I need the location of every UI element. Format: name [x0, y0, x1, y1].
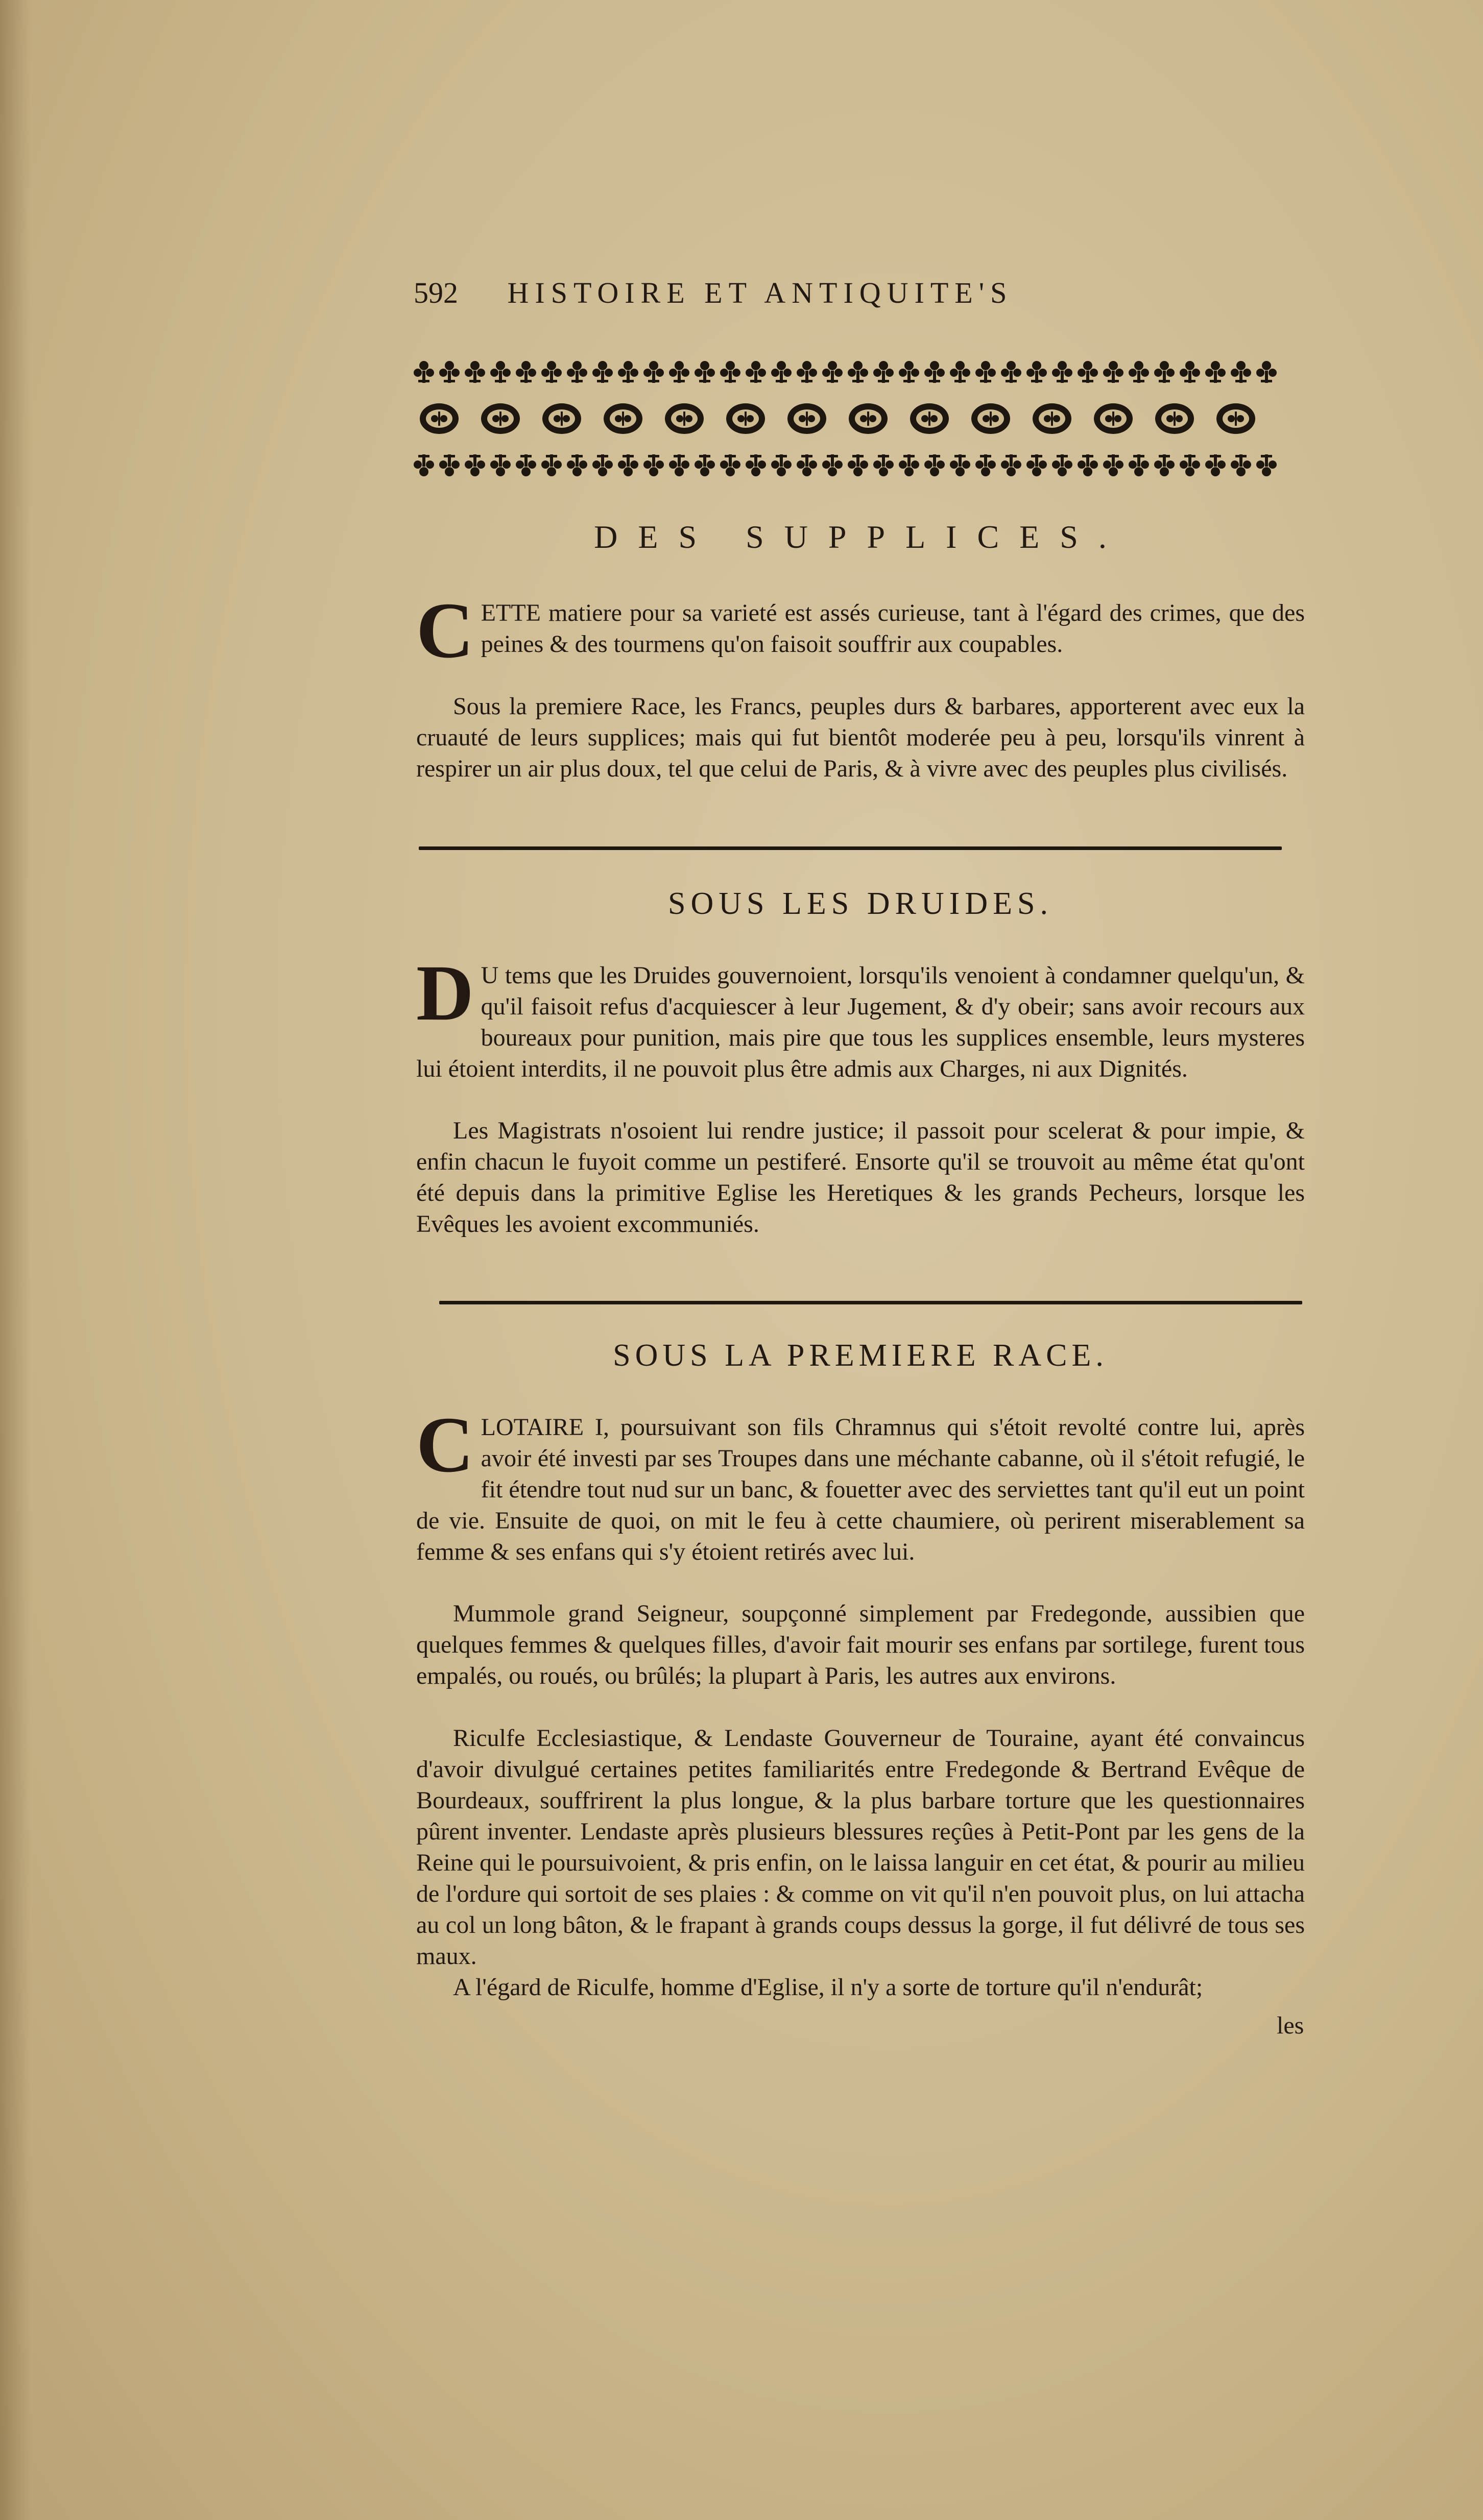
section-rule — [439, 1301, 1302, 1304]
paragraph — [416, 1598, 1305, 1691]
paragraph-text: A l'égard de Riculfe, homme d'Eglise, il n'y a sorte de torture qu'il n'endurât; — [453, 1974, 1203, 2001]
paragraph — [416, 586, 1305, 674]
paragraph — [416, 1972, 1305, 2003]
paragraph-text: LOTAIRE I, poursuivant son fils Chramnus qui s'étoit revolté contre lui, après avoir été investi par ses Troupes dans une méchante cabanne, où il s'étoit refugié, le fit étendre tout nud sur un banc, & fouetter avec des serviettes tant qu'il eut un point de vie. Ensuite de quoi, on mit le feu à cette chaumiere, où perirent miserablement sa femme & ses enfans qui s'y étoient retirés avec lui. — [416, 1414, 1305, 1565]
page-number: 592 — [414, 276, 458, 309]
paragraph — [416, 1723, 1305, 1972]
section-title-supplices: DES SUPPLICES. — [594, 519, 1127, 555]
section-rule — [419, 846, 1282, 850]
paragraph-text: Riculfe Ecclesiastique, & Lendaste Gouverneur de Touraine, ayant été convaincus d'avoir divulgué certaines petites familiarités entre Fredegonde & Bertrand Evêque de Bourdeaux, souffrirent la plus longue, & la plus barbare torture que les questionnaires pûrent inventer. Lendaste après plusieurs blessures reçûes à Petit-Pont par les gens de la Reine qui le poursuivoient, & pris enfin, on le laissa languir en cet état, & pourir au milieu de l'ordure qui sortoit de ses plaies : & comme on vit qu'il n'en pouvoit plus, on lui attacha au col un long bâton, & le frapant à grands coups dessus la gorge, il fut délivré de tous ses maux. — [416, 1725, 1305, 1970]
ornamental-headpiece — [409, 352, 1297, 485]
drop-cap: D — [416, 949, 474, 1037]
section-title-premiere-race: SOUS LA PREMIERE RACE. — [613, 1338, 1108, 1373]
section-title-druides: SOUS LES DRUIDES. — [668, 886, 1053, 921]
paragraph-text: Les Magistrats n'osoient lui rendre justice; il passoit pour scelerat & pour impie, & enfin chacun le fuyoit comme un pestiferé. Ensorte qu'il se trouvoit au même état qu'ont été depuis dans la primitive Eglise les Heretiques & les grands Pecheurs, lorsque les Evêques les avoient excommuniés. — [416, 1117, 1305, 1238]
catchword: les — [1277, 2012, 1304, 2039]
running-head — [414, 276, 1307, 310]
paragraph-text: Sous la premiere Race, les Francs, peuples durs & barbares, apporterent avec eux la cruauté de leurs supplices; mais qui fut bientôt moderée peu à peu, lorsqu'ils vinrent à respirer un air plus doux, tel que celui de Paris, & à vivre avec des peuples plus civilisés. — [416, 693, 1305, 782]
paragraph — [416, 1115, 1305, 1240]
paragraph-text: Mummole grand Seigneur, soupçonné simplement par Fredegonde, aussibien que quelques femmes & quelques filles, d'avoir fait mourir ses enfans par sortilege, furent tous empalés, ou roués, ou brûlés; la plupart à Paris, les autres aux environs. — [416, 1600, 1305, 1689]
running-title: HISTOIRE ET ANTIQUITE'S — [507, 276, 1013, 309]
page-edge-shadow — [0, 0, 31, 2520]
paragraph-text: ETTE matiere pour sa varieté est assés curieuse, tant à l'égard des crimes, que des peines & des tourmens qu'on faisoit souffrir aux coupables. — [481, 599, 1305, 658]
paragraph — [416, 691, 1305, 784]
paragraph — [416, 1400, 1305, 1567]
drop-cap: C — [416, 586, 474, 674]
paragraph-text: U tems que les Druides gouvernoient, lorsqu'ils venoient à condamner quelqu'un, & qu'il faisoit refus d'acquiescer à leur Jugement, & d'y obeir; sans avoir recours aux boureaux pour punition, mais pire que tous les supplices ensemble, leurs mysteres lui étoient interdits, il ne pouvoit plus être admis aux Charges, ni aux Dignités. — [416, 962, 1305, 1082]
paragraph — [416, 949, 1305, 1084]
drop-cap: C — [416, 1400, 474, 1489]
